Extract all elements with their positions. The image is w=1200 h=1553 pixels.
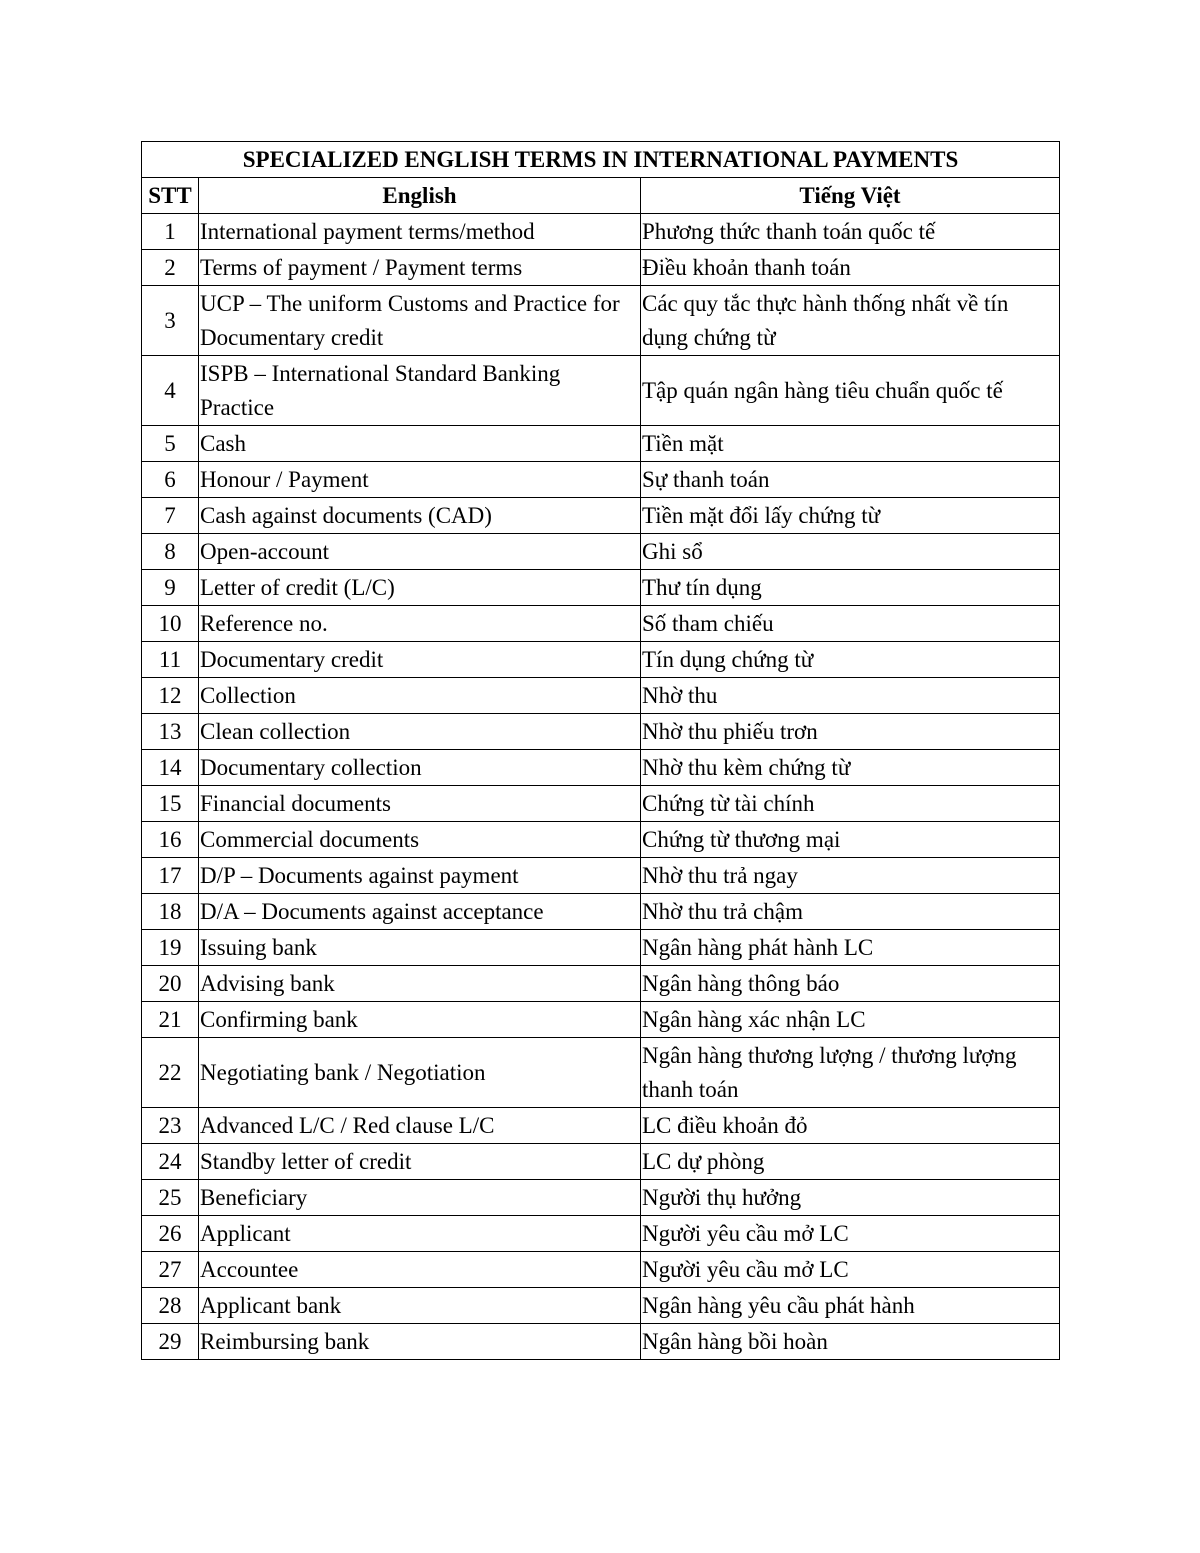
table-row bbox=[142, 822, 1060, 858]
english-term: Open-account bbox=[199, 534, 641, 570]
row-number: 16 bbox=[142, 822, 199, 858]
table-row bbox=[142, 250, 1060, 286]
english-term: Terms of payment / Payment terms bbox=[199, 250, 641, 286]
row-number: 14 bbox=[142, 750, 199, 786]
vietnamese-term: Thư tín dụng bbox=[641, 570, 1060, 606]
row-number: 17 bbox=[142, 858, 199, 894]
vietnamese-term: Số tham chiếu bbox=[641, 606, 1060, 642]
row-number: 5 bbox=[142, 426, 199, 462]
vietnamese-term: Người thụ hưởng bbox=[641, 1180, 1060, 1216]
vietnamese-term: Chứng từ thương mại bbox=[641, 822, 1060, 858]
row-number: 12 bbox=[142, 678, 199, 714]
english-term: D/A – Documents against acceptance bbox=[199, 894, 641, 930]
row-number: 8 bbox=[142, 534, 199, 570]
table-row bbox=[142, 930, 1060, 966]
vietnamese-term: Ngân hàng yêu cầu phát hành bbox=[641, 1288, 1060, 1324]
table-row bbox=[142, 1108, 1060, 1144]
row-number: 4 bbox=[142, 356, 199, 426]
table-row bbox=[142, 356, 1060, 426]
table-row bbox=[142, 570, 1060, 606]
english-term: UCP – The uniform Customs and Practice for Documentary credit bbox=[199, 286, 641, 356]
table-row bbox=[142, 1324, 1060, 1360]
english-term: Clean collection bbox=[199, 714, 641, 750]
row-number: 1 bbox=[142, 214, 199, 250]
english-term: Beneficiary bbox=[199, 1180, 641, 1216]
row-number: 19 bbox=[142, 930, 199, 966]
vietnamese-term: Người yêu cầu mở LC bbox=[641, 1252, 1060, 1288]
table-row bbox=[142, 1180, 1060, 1216]
english-term: Advanced L/C / Red clause L/C bbox=[199, 1108, 641, 1144]
english-term: Reimbursing bank bbox=[199, 1324, 641, 1360]
row-number: 20 bbox=[142, 966, 199, 1002]
table-body bbox=[142, 214, 1060, 1360]
table-row bbox=[142, 1252, 1060, 1288]
row-number: 29 bbox=[142, 1324, 199, 1360]
vietnamese-term: LC dự phòng bbox=[641, 1144, 1060, 1180]
english-term: Collection bbox=[199, 678, 641, 714]
row-number: 11 bbox=[142, 642, 199, 678]
table-row bbox=[142, 462, 1060, 498]
table-row bbox=[142, 642, 1060, 678]
vietnamese-term: Tập quán ngân hàng tiêu chuẩn quốc tế bbox=[641, 356, 1060, 426]
row-number: 15 bbox=[142, 786, 199, 822]
row-number: 28 bbox=[142, 1288, 199, 1324]
vietnamese-term: Tiền mặt bbox=[641, 426, 1060, 462]
row-number: 26 bbox=[142, 1216, 199, 1252]
english-term: Negotiating bank / Negotiation bbox=[199, 1038, 641, 1108]
vietnamese-term: Nhờ thu bbox=[641, 678, 1060, 714]
english-term: Reference no. bbox=[199, 606, 641, 642]
row-number: 27 bbox=[142, 1252, 199, 1288]
row-number: 21 bbox=[142, 1002, 199, 1038]
vietnamese-term: Người yêu cầu mở LC bbox=[641, 1216, 1060, 1252]
english-term: Advising bank bbox=[199, 966, 641, 1002]
vietnamese-term: Ngân hàng thương lượng / thương lượng thanh toán bbox=[641, 1038, 1060, 1108]
vietnamese-term: Ngân hàng phát hành LC bbox=[641, 930, 1060, 966]
english-term: Documentary credit bbox=[199, 642, 641, 678]
row-number: 7 bbox=[142, 498, 199, 534]
vietnamese-term: Tín dụng chứng từ bbox=[641, 642, 1060, 678]
vietnamese-term: Các quy tắc thực hành thống nhất về tín dụng chứng từ bbox=[641, 286, 1060, 356]
english-term: Financial documents bbox=[199, 786, 641, 822]
table-header-row bbox=[142, 178, 1060, 214]
header-stt: STT bbox=[142, 178, 199, 214]
english-term: Issuing bank bbox=[199, 930, 641, 966]
vietnamese-term: Nhờ thu trả chậm bbox=[641, 894, 1060, 930]
row-number: 9 bbox=[142, 570, 199, 606]
table-row bbox=[142, 1038, 1060, 1108]
table-row bbox=[142, 286, 1060, 356]
english-term: D/P – Documents against payment bbox=[199, 858, 641, 894]
table-title-row bbox=[142, 142, 1060, 178]
row-number: 24 bbox=[142, 1144, 199, 1180]
table-row bbox=[142, 750, 1060, 786]
english-term: Applicant bbox=[199, 1216, 641, 1252]
english-term: Accountee bbox=[199, 1252, 641, 1288]
vietnamese-term: Nhờ thu trả ngay bbox=[641, 858, 1060, 894]
table-row bbox=[142, 214, 1060, 250]
table-row bbox=[142, 1144, 1060, 1180]
row-number: 18 bbox=[142, 894, 199, 930]
vietnamese-term: Ngân hàng bồi hoàn bbox=[641, 1324, 1060, 1360]
english-term: Documentary collection bbox=[199, 750, 641, 786]
terms-table bbox=[141, 141, 1060, 1360]
row-number: 25 bbox=[142, 1180, 199, 1216]
vietnamese-term: LC điều khoản đỏ bbox=[641, 1108, 1060, 1144]
header-english: English bbox=[199, 178, 641, 214]
vietnamese-term: Phương thức thanh toán quốc tế bbox=[641, 214, 1060, 250]
table-row bbox=[142, 966, 1060, 1002]
vietnamese-term: Tiền mặt đổi lấy chứng từ bbox=[641, 498, 1060, 534]
table-row bbox=[142, 678, 1060, 714]
english-term: ISPB – International Standard Banking Practice bbox=[199, 356, 641, 426]
vietnamese-term: Ngân hàng xác nhận LC bbox=[641, 1002, 1060, 1038]
table-row bbox=[142, 1216, 1060, 1252]
table-row bbox=[142, 894, 1060, 930]
row-number: 10 bbox=[142, 606, 199, 642]
english-term: Honour / Payment bbox=[199, 462, 641, 498]
vietnamese-term: Sự thanh toán bbox=[641, 462, 1060, 498]
vietnamese-term: Ghi sổ bbox=[641, 534, 1060, 570]
english-term: Applicant bank bbox=[199, 1288, 641, 1324]
table-row bbox=[142, 534, 1060, 570]
english-term: Standby letter of credit bbox=[199, 1144, 641, 1180]
english-term: International payment terms/method bbox=[199, 214, 641, 250]
table-row bbox=[142, 426, 1060, 462]
english-term: Cash against documents (CAD) bbox=[199, 498, 641, 534]
row-number: 3 bbox=[142, 286, 199, 356]
vietnamese-term: Chứng từ tài chính bbox=[641, 786, 1060, 822]
row-number: 2 bbox=[142, 250, 199, 286]
table-row bbox=[142, 858, 1060, 894]
vietnamese-term: Điều khoản thanh toán bbox=[641, 250, 1060, 286]
table-row bbox=[142, 1288, 1060, 1324]
table-row bbox=[142, 498, 1060, 534]
table-row bbox=[142, 606, 1060, 642]
header-vietnamese: Tiếng Việt bbox=[641, 178, 1060, 214]
row-number: 23 bbox=[142, 1108, 199, 1144]
english-term: Letter of credit (L/C) bbox=[199, 570, 641, 606]
table-row bbox=[142, 786, 1060, 822]
table-title: SPECIALIZED ENGLISH TERMS IN INTERNATIONAL PAYMENTS bbox=[142, 142, 1060, 178]
english-term: Confirming bank bbox=[199, 1002, 641, 1038]
english-term: Cash bbox=[199, 426, 641, 462]
vietnamese-term: Nhờ thu phiếu trơn bbox=[641, 714, 1060, 750]
row-number: 13 bbox=[142, 714, 199, 750]
english-term: Commercial documents bbox=[199, 822, 641, 858]
row-number: 6 bbox=[142, 462, 199, 498]
vietnamese-term: Ngân hàng thông báo bbox=[641, 966, 1060, 1002]
vietnamese-term: Nhờ thu kèm chứng từ bbox=[641, 750, 1060, 786]
row-number: 22 bbox=[142, 1038, 199, 1108]
table-row bbox=[142, 1002, 1060, 1038]
table-row bbox=[142, 714, 1060, 750]
